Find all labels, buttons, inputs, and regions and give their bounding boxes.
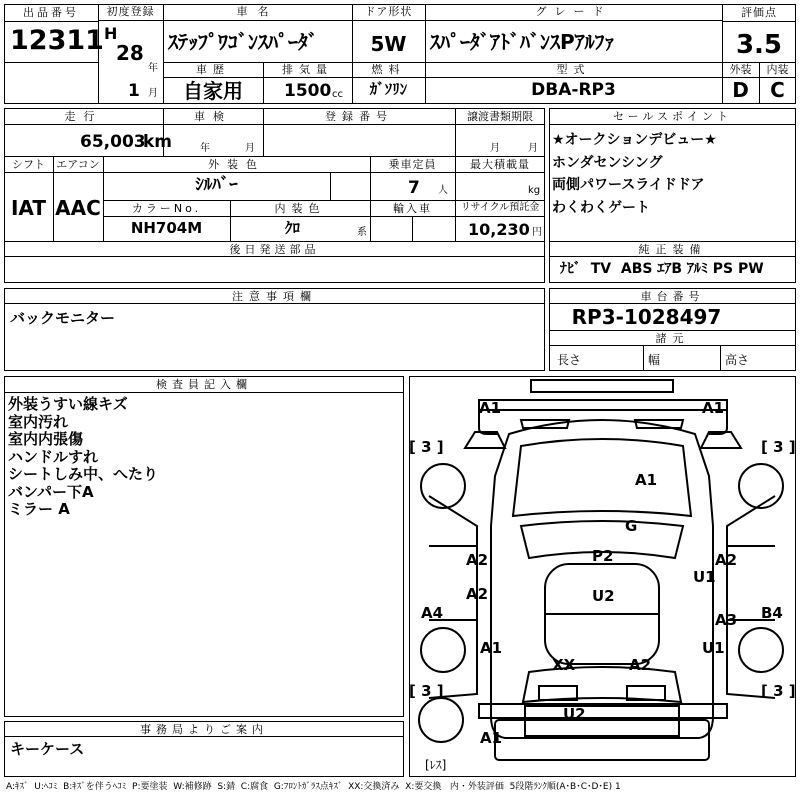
legend: A:ｷｽﾞ U:ﾍｺﾐ B:ｷｽﾞを伴うﾍｺﾐ P:要塗装 W:補修跡 S:錆 C:腐食 G:ﾌﾛﾝﾄｶﾞﾗｽ点ｷｽﾞ XX:交換済み X:要交換 内・外装評価 5段階ﾗﾝｸ順(A･B･C･D･E) 1 xyxy=(6,782,621,792)
mark-door-lf: A2 xyxy=(466,551,489,569)
mark-rear-right: A2 xyxy=(629,656,652,674)
exterior-color: ｼﾙﾊﾞｰ xyxy=(195,175,238,195)
inspector-note: 室内内張傷 xyxy=(8,430,84,448)
rating-score: 3.5 xyxy=(735,30,783,60)
caution-text: バックモニター xyxy=(10,309,116,327)
label-int-color: 内装色 xyxy=(274,202,326,215)
mark-quarter-left: A1 xyxy=(480,639,503,657)
unit-year: 年 xyxy=(148,63,158,74)
label-model: 型式 xyxy=(556,63,591,76)
transfer-day-unit: 月 xyxy=(528,143,538,154)
label-caution: 注意事項欄 xyxy=(232,290,317,303)
mark-tire-fl: [ 3 ] xyxy=(409,438,444,456)
mark-rear-glass: XX xyxy=(552,656,576,674)
label-door: ドア形状 xyxy=(364,5,413,18)
label-inspector: 検査員記入欄 xyxy=(156,378,252,391)
label-length: 長さ xyxy=(557,353,582,367)
unit-km: km xyxy=(143,132,173,152)
mark-tire-fr: [ 3 ] xyxy=(761,438,796,456)
transfer-month-unit: 月 xyxy=(490,143,500,154)
displacement: 1500 xyxy=(284,81,332,101)
label-interior: 内装 xyxy=(766,63,789,76)
label-sale-points: セールスポイント xyxy=(612,110,732,123)
inspector-notes xyxy=(8,396,158,519)
mark-front-right: A1 xyxy=(702,399,725,417)
reg-year: 28 xyxy=(116,41,144,65)
unit-persons: 人 xyxy=(438,185,448,196)
label-specs: 諸元 xyxy=(655,332,690,345)
inspector-note: ミラー A xyxy=(8,500,70,518)
label-color-no: カラーNo. xyxy=(131,202,202,215)
aircon-type: AAC xyxy=(55,196,101,220)
mark-bonnet: A1 xyxy=(635,471,658,489)
era: H xyxy=(104,24,118,43)
insp-year-unit: 年 xyxy=(200,143,210,154)
unit-cc: cc xyxy=(332,89,343,100)
unit-kg: kg xyxy=(528,185,541,196)
mark-back-door: U2 xyxy=(563,705,586,723)
grade: ｽﾊﾟｰﾀﾞｱﾄﾞﾊﾞﾝｽPｱﾙﾌｧ xyxy=(430,30,615,54)
label-inspection: 車検 xyxy=(194,110,232,123)
label-grade: グレード xyxy=(535,5,612,18)
model-code: DBA-RP3 xyxy=(531,80,616,100)
mark-roof-front: P2 xyxy=(592,547,614,565)
sale-point-item: ホンダセンシング xyxy=(552,154,663,171)
label-reg-no: 登録番号 xyxy=(325,110,393,123)
sale-point-item: わくわくゲート xyxy=(552,199,650,216)
label-rating: 評価点 xyxy=(741,6,777,19)
mark-tire-rr: [ 3 ] xyxy=(761,682,796,700)
mileage: 65,003 xyxy=(80,132,146,152)
sale-points-list xyxy=(552,129,717,219)
mark-windshield: G xyxy=(625,517,638,535)
label-history: 車歴 xyxy=(196,63,230,76)
mark-fender-left: A4 xyxy=(421,604,444,622)
label-recycle: リサイクル預託金 xyxy=(460,202,540,213)
color-number: NH704M xyxy=(130,219,203,237)
exterior-grade: D xyxy=(732,78,749,102)
chassis-number: RP3-1028497 xyxy=(571,305,722,329)
label-aircon: エアコン xyxy=(56,158,100,171)
mark-spare: [ﾚｽ] xyxy=(425,758,447,772)
label-ext-color: 外装色 xyxy=(208,158,265,171)
lot-number: 12311 xyxy=(10,25,104,56)
unit-month: 月 xyxy=(148,88,158,99)
car-name: ｽﾃｯﾌﾟﾜｺﾞﾝｽﾊﾟｰﾀﾞ xyxy=(168,30,318,54)
mark-door-rr: A3 xyxy=(715,611,738,629)
seats: 7 xyxy=(408,178,420,198)
mark-quarter-right: U1 xyxy=(702,639,725,657)
equipment-list: ﾅﾋﾞ TV ABS ｴｱB ｱﾙﾐ PS PW xyxy=(560,261,764,277)
inspector-note: バンパー下A xyxy=(8,482,94,501)
inspector-note: 室内汚れ xyxy=(8,412,69,431)
label-mileage: 走行 xyxy=(64,110,103,123)
mark-rear-bumper: A1 xyxy=(480,729,503,747)
label-lot-no: 出品番号 xyxy=(23,6,79,19)
label-chassis: 車台番号 xyxy=(640,290,705,303)
sale-point-item: 両側パワースライドドア xyxy=(552,177,705,193)
unit-kei: 系 xyxy=(357,227,367,238)
insp-month-unit: 月 xyxy=(245,143,255,154)
label-exterior: 外装 xyxy=(729,63,752,76)
label-height: 高さ xyxy=(725,353,750,367)
label-fuel: 燃料 xyxy=(371,63,406,76)
mark-door-rf: A2 xyxy=(715,551,738,569)
label-later-parts: 後日発送部品 xyxy=(229,243,320,256)
office-text: キーケース xyxy=(10,740,85,758)
door-type: 5W xyxy=(370,32,407,56)
inspector-note: ハンドルすれ xyxy=(8,447,99,466)
label-shift: シフト xyxy=(12,158,45,171)
fuel: ｶﾞｿﾘﾝ xyxy=(369,80,408,98)
sale-point-item: ★オークションデビュー★ xyxy=(552,132,717,148)
mark-roof-rear: U2 xyxy=(592,587,615,605)
mark-sill-right: U1 xyxy=(693,568,716,586)
vehicle-history: 自家用 xyxy=(183,79,243,103)
label-width: 幅 xyxy=(648,353,661,367)
unit-yen: 円 xyxy=(532,227,542,238)
recycle-fee: 10,230 xyxy=(468,220,530,239)
inspector-note: シートしみ中、へたり xyxy=(8,465,159,483)
label-max-load: 最大積載量 xyxy=(470,158,530,171)
mark-door-lr: A2 xyxy=(466,585,489,603)
mark-tire-rl: [ 3 ] xyxy=(409,682,444,700)
inspector-note: 外装うすい線キズ xyxy=(8,395,128,413)
label-first-reg: 初度登録 xyxy=(106,5,155,18)
label-car-name: 車名 xyxy=(236,5,279,18)
shift-type: IAT xyxy=(10,196,46,220)
interior-grade: C xyxy=(770,78,785,102)
label-seats: 乗車定員 xyxy=(388,158,437,171)
mark-front-left: A1 xyxy=(479,399,502,417)
mark-fender-right: B4 xyxy=(761,604,783,622)
label-import: 輸入車 xyxy=(393,202,432,215)
diagram-marks xyxy=(409,376,796,777)
reg-month: 1 xyxy=(128,81,140,101)
label-transfer: 譲渡書類期限 xyxy=(467,110,533,123)
label-genuine: 純正装備 xyxy=(638,243,707,256)
label-office: 事務局よりご案内 xyxy=(140,723,268,736)
label-displacement: 排気量 xyxy=(282,63,333,76)
interior-color: ｸﾛ xyxy=(284,219,300,237)
